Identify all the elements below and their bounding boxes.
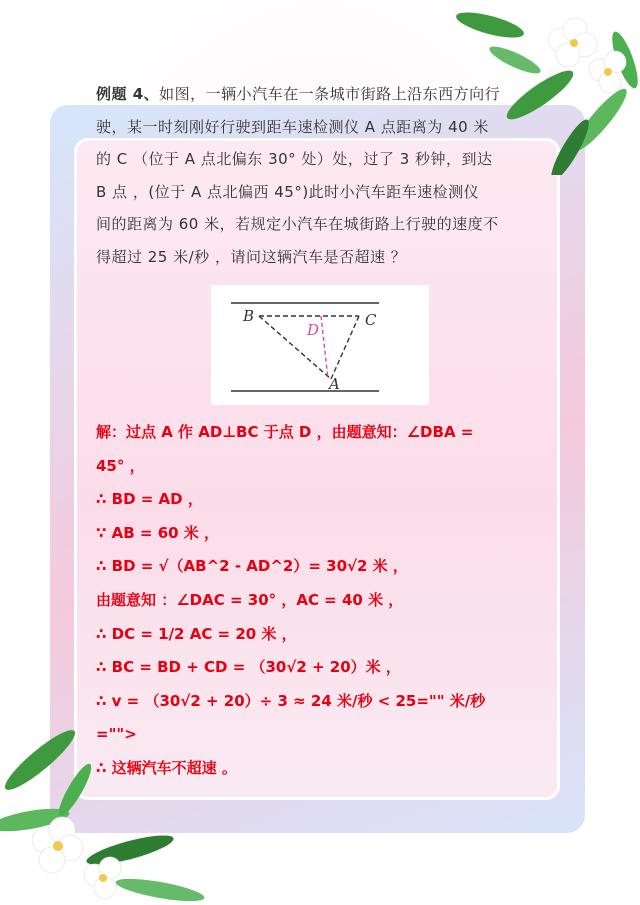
label-C: C — [365, 311, 377, 329]
label-B: B — [243, 307, 255, 325]
label-D: D — [307, 321, 320, 339]
solution-line-6: 由题意知 ：∠DAC = 30° ，AC = 40 米 ， — [96, 590, 404, 609]
problem-line-3: 的 C （位于 A 点北偏东 30° 处）处，过了 3 秒钟，到达 — [96, 150, 493, 168]
solution-line-11: ∴ 这辆汽车不超速 。 — [96, 758, 237, 777]
geometry-figure — [211, 285, 429, 405]
solution-line-3: ∴ BD = AD ， — [96, 490, 203, 509]
segment-CA — [331, 316, 359, 379]
solution-line-10: =""> — [96, 725, 137, 744]
problem-statement — [96, 78, 548, 273]
solution-line-8: ∴ BC = BD + CD = （30√2 + 20）米 ， — [96, 658, 401, 677]
solution-line-4: ∵ AB = 60 米 ， — [96, 523, 220, 542]
problem-label: 例题 4、 — [96, 85, 160, 103]
solution-line-9: ∴ v = （30√2 + 20）÷ 3 ≈ 24 米/秒 < 25="" 米/秒 — [96, 691, 486, 710]
solution-line-1: 解：过点 A 作 AD⊥BC 于点 D ，由题意知：∠DBA = — [96, 423, 474, 441]
problem-line-5: 间的距离为 60 米，若规定小汽车在城街路上行驶的速度不 — [96, 215, 499, 233]
problem-line-1: 例题 4、如图，一辆小汽车在一条城市街路上沿东西方向行 — [96, 85, 501, 103]
problem-line-6: 得超过 25 米/秒 ，请问这辆汽车是否超速 ？ — [96, 247, 407, 266]
solution-block — [96, 416, 556, 786]
problem-line-4: B 点 ，(位于 A 点北偏西 45°)此时小汽车距车速检测仪 — [96, 182, 480, 201]
solution-line-2: 45° ， — [96, 456, 145, 475]
solution-line-5: ∴ BD = √（AB^2 - AD^2）= 30√2 米 ， — [96, 557, 408, 576]
label-A: A — [329, 375, 340, 393]
segment-DA — [321, 316, 328, 379]
problem-line-2: 驶，某一时刻刚好行驶到距车速检测仪 A 点距离为 40 米 — [96, 117, 489, 136]
segment-BA — [259, 316, 331, 379]
solution-line-7: ∴ DC = 1/2 AC = 20 米 ， — [96, 624, 297, 643]
